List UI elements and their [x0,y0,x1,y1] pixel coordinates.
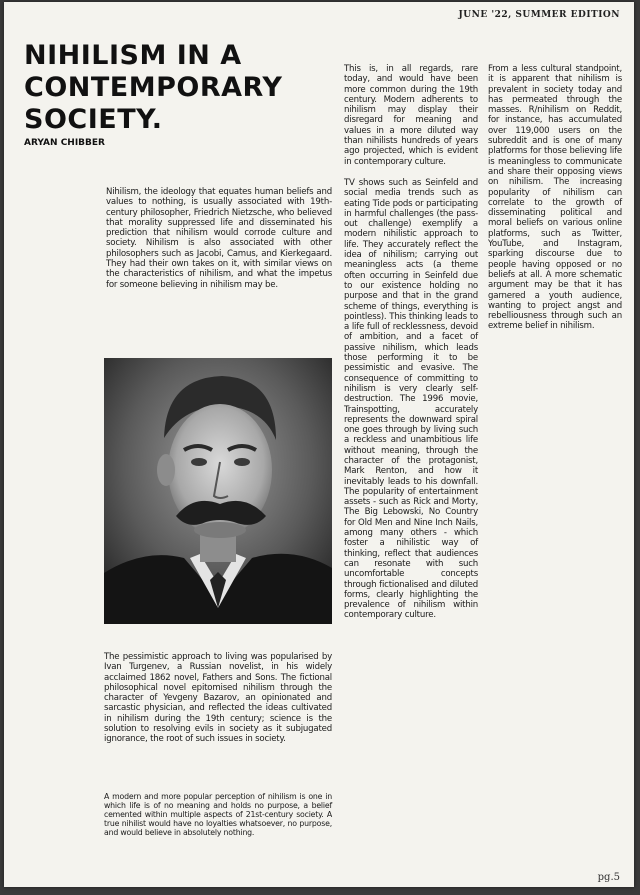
intro-paragraph: Nihilism, the ideology that equates human beliefs and values to nothing, is usually associated with 19th-century philosopher, Friedrich Nietzsche, who believed that morality suppressed life and disseminated his prediction that nihilism would corrode culture and society. Nihilism is also associated with other philosophers such as Jacobi, Camus, and Kierkegaard. They had their own takes on it, with similar views on the characteristics of nihilism, and what the impetus for someone believing in nihilism may be. [106,187,332,290]
modern-paragraph: A modern and more popular perception of nihilism is one in which life is of no meaning and holds no purpose, a belief cemented within multiple aspects of 21st-century society. A true nihilist would have no loyalties whatsoever, no purpose, and would believe in absolutely nothing. [104,792,332,838]
pessimistic-paragraph: The pessimistic approach to living was popularised by Ivan Turgenev, a Russian novelist, in his widely acclaimed 1862 novel, Fathers and Sons. The fictional philosophical novel epitomised nihilism through the character of Yevgeny Bazarov, an opinionated and sarcastic physician, and reflected the ideas cultivated in nihilism during the 19th century; science is the solution to resolving evils in society as it subjugated ignorance, the root of such issues in society. [104,652,332,745]
edition-label: JUNE '22, SUMMER EDITION [458,10,620,20]
col2-paragraph-2: TV shows such as Seinfeld and social media trends such as eating Tide pods or participating in harmful challenges (the pass-out challenge) exemplify a modern nihilistic approach to life. They accurately reflect the idea of nihilism; carrying out meaningless acts (a theme often occurring in Seinfeld due to our existence holding no purpose and that in the grand scheme of things, everything is pointless). This thinking leads to a life full of recklessness, devoid of ambition, and a facet of passive nihilism, which leads those performing it to be pessimistic and evasive. The consequence of committing to nihilism is very clearly self-destruction. The 1996 movie, Trainspotting, accurately represents the downward spiral one goes through by living such a reckless and unambitious life without meaning, through the character of the protagonist, Mark Renton, and how it inevitably leads to his downfall. The popularity of entertainment assets - such as Rick and Morty, The Big Lebowski, No Country for Old Men and Nine Inch Nails, among many others - which foster a nihilistic way of thinking, reflect that audiences can resonate with such uncomfortable concepts through fictionalised and diluted forms, clearly highlighting the prevalence of nihilism within contemporary culture. [344,177,478,621]
col2-paragraph-1: This is, in all regards, rare today, and would have been more common during the 19th century. Modern adherents to nihilism may display their disregard for meaning and values in a more diluted way than nihilists hundreds of years ago projected, which is evident in contemporary culture. [344,64,478,167]
column-three [488,64,622,332]
page-number: pg.5 [597,872,620,883]
col3-paragraph-1: From a less cultural standpoint, it is apparent that nihilism is prevalent in society today and has permeated through the masses. R/nihilism on Reddit, for instance, has accumulated over 119,000 users on the subreddit and is one of many platforms for those believing life is meaningless to communicate and share their opposing views on nihilism. The increasing popularity of nihilism can correlate to the growth of disseminating political and moral beliefs on various online platforms, such as Twitter, YouTube, and Instagram, sparking discourse due to people having opposed or no beliefs at all. A more schematic argument may be that it has garnered a youth audience, wanting to project angst and rebelliousness through such an extreme belief in nihilism. [488,64,622,332]
column-two [344,64,478,621]
portrait-photo [104,358,332,624]
magazine-page [4,2,634,887]
article-title: NIHILISM IN A CONTEMPORARY SOCIETY. [24,40,283,135]
article-author: ARYAN CHIBBER [24,138,105,148]
